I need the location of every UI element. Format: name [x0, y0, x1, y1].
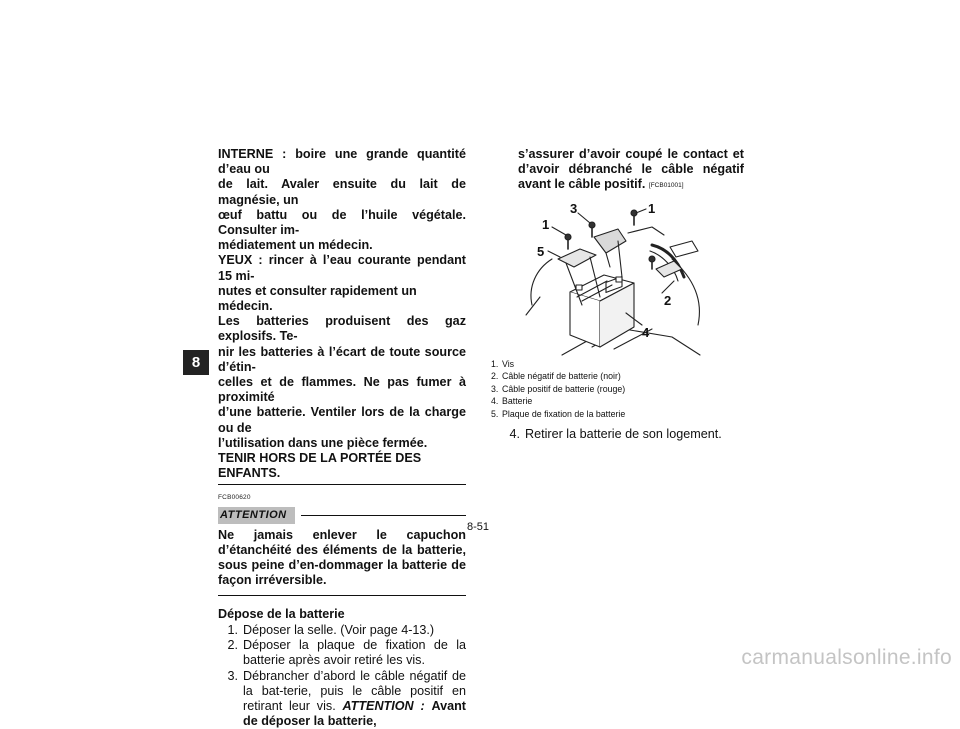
- warning-line: d’une batterie. Ventiler lors de la charge ou de: [218, 405, 466, 435]
- step-text: Retirer la batterie de son logement.: [525, 427, 722, 441]
- caption-text: Câble négatif de batterie (noir): [502, 370, 621, 382]
- step-number: 2.: [218, 638, 238, 668]
- chapter-tab: 8: [183, 350, 209, 375]
- caption-text: Batterie: [502, 395, 532, 407]
- divider: [218, 484, 466, 485]
- list-item: [491, 358, 625, 370]
- list-item: [491, 408, 625, 420]
- warning-block: [218, 147, 466, 481]
- divider: [301, 515, 466, 516]
- right-column: [518, 147, 744, 194]
- callout-1: 1: [542, 217, 549, 232]
- section-title: Dépose de la batterie: [218, 607, 466, 622]
- caption-number: 5.: [491, 408, 502, 420]
- attention-label: ATTENTION: [218, 507, 295, 524]
- step-text: Déposer la selle. (Voir page 4-13.): [243, 623, 466, 638]
- callout-5: 5: [537, 244, 544, 259]
- inline-attention-label: ATTENTION :: [343, 699, 425, 713]
- step-number: 3.: [218, 669, 238, 729]
- attention-header: [218, 507, 466, 524]
- continuation-text: s’assurer d’avoir coupé le contact et d’avoir débranché le câble négatif avant le câble positif.: [518, 147, 744, 191]
- callout-3: 3: [570, 201, 577, 216]
- step-text: Déposer la plaque de fixation de la batterie après avoir retiré les vis.: [243, 638, 466, 668]
- callout-2: 2: [664, 293, 671, 308]
- warning-line: de lait. Avaler ensuite du lait de magnésie, un: [218, 177, 466, 207]
- left-column: [218, 147, 466, 729]
- callout-4: 4: [642, 325, 650, 340]
- callout-1: 1: [648, 201, 655, 216]
- inline-attention-text: Avant de déposer la batterie,: [243, 699, 466, 728]
- warning-line: l’utilisation dans une pièce fermée.: [218, 436, 466, 451]
- list-item: [491, 370, 625, 382]
- warning-line: médiatement un médecin.: [218, 238, 466, 253]
- warning-line: Les batteries produisent des gaz explosifs. Te-: [218, 314, 466, 344]
- warning-line: celles et de flammes. Ne pas fumer à proximité: [218, 375, 466, 405]
- list-item: [218, 623, 466, 638]
- list-item: [218, 638, 466, 668]
- warning-line: nutes et consulter rapidement un médecin.: [218, 284, 466, 314]
- warning-line: nir les batteries à l’écart de toute source d’étin-: [218, 345, 466, 375]
- caption-text: Vis: [502, 358, 514, 370]
- watermark: carmanualsonline.info: [741, 646, 952, 670]
- attention-code: FCB00620: [218, 490, 466, 505]
- steps-list: [218, 623, 466, 729]
- attention-text: Ne jamais enlever le capuchon d’étanchéité des éléments de la batterie, sous peine d’en-dommager la batterie de façon irréversible.: [218, 528, 466, 589]
- divider: [218, 595, 466, 596]
- warning-line: œuf battu ou de l’huile végétale. Consulter im-: [218, 208, 466, 238]
- warning-line: TENIR HORS DE LA PORTÉE DES ENFANTS.: [218, 451, 466, 481]
- list-item: [491, 395, 625, 407]
- attention-code: [FCB01001]: [649, 182, 684, 189]
- caption-text: Câble positif de batterie (rouge): [502, 383, 625, 395]
- caption-text: Plaque de fixation de la batterie: [502, 408, 625, 420]
- attention-continuation: [518, 147, 744, 194]
- step-text: Débrancher d’abord le câble négatif de la bat-terie, puis le câble positif en retirant leur vis.: [243, 669, 466, 713]
- caption-number: 2.: [491, 370, 502, 382]
- caption-number: 1.: [491, 358, 502, 370]
- caption-number: 4.: [491, 395, 502, 407]
- caption-number: 3.: [491, 383, 502, 395]
- step-4: [500, 427, 722, 441]
- warning-line: INTERNE : boire une grande quantité d’eau ou: [218, 147, 466, 177]
- list-item: [491, 383, 625, 395]
- battery-illustration: [522, 197, 712, 359]
- step-number: 4.: [500, 427, 520, 441]
- warning-line: YEUX : rincer à l’eau courante pendant 15 mi-: [218, 253, 466, 283]
- step-number: 1.: [218, 623, 238, 638]
- page-number: 8-51: [467, 521, 489, 533]
- figure-captions: [491, 358, 625, 420]
